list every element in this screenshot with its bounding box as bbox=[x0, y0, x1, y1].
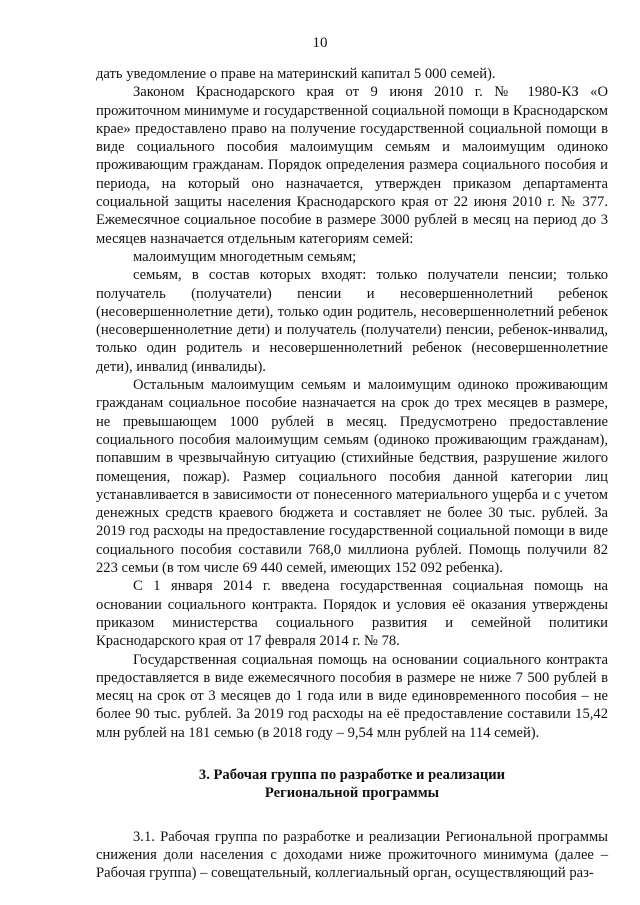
section-heading bbox=[96, 766, 608, 803]
paragraph: дать уведомление о праве на материнский капитал 5 000 семей). bbox=[96, 66, 496, 82]
paragraph: семьям, в состав которых входят: только получатели пенсии; только получатель (получатели) пенсии и несовершеннолетний ребенок (несовершеннолетние дети), только один родитель, несовершеннолетний ребенок (несовершеннолетние дети) и получатель (получатели) пенсии, ребенок-инвалид, только один родитель и несовершеннолетний ребенок (несовершеннолетние дети), инвалид (инвалиды). bbox=[96, 267, 608, 375]
page-number: 10 bbox=[312, 35, 328, 51]
paragraph: Государственная социальная помощь на основании социального контракта предоставляется в виде ежемесячного пособия в размере не ниже 7 500 рублей в месяц на срок от 3 месяцев до 1 года или в виде единовременного пособия – не более 90 тыс. рублей. За 2019 год расходы на её предоставление составили 15,42 млн рублей на 181 семью (в 2018 году – 9,54 млн рублей на 114 семей). bbox=[96, 651, 608, 741]
paragraph: малоимущим многодетным семьям; bbox=[133, 248, 357, 265]
paragraph: Остальным малоимущим семьям и малоимущим одиноко проживающим гражданам социальное пособие назначается на срок до трех месяцев в размере, не превышающем 1000 рублей в месяц. Предусмотрено предоставление социального пособия малоимущим семьям (одиноко проживающим гражданам), попавшим в чрезвычайную ситуацию (стихийные бедствия, разрушение жилого помещения, пожар). Размер социального пособия данной категории лиц устанавливается в зависимости от понесенного материального ущерба и с учетом денежных средств краевого бюджета и составляет не более 30 тыс. рублей. За 2019 год расходы на предоставление государственной социальной помощи в виде социального пособия составили 768,0 миллиона рублей. Помощь получили 82 223 семьи (в том числе 69 440 семей, имеющих 152 092 ребенка). bbox=[96, 377, 608, 577]
body-text bbox=[96, 65, 608, 882]
section-heading-line: Региональной программы bbox=[264, 785, 440, 802]
paragraph: 3.1. Рабочая группа по разработке и реализации Региональной программы снижения доли населения с доходами ниже прожиточного минимума (далее – Рабочая группа) – совещательный, коллегиальный орган, осуществляющий раз- bbox=[96, 828, 608, 882]
section-heading-line: 3. Рабочая группа по разработке и реализации bbox=[198, 766, 506, 783]
paragraph: С 1 января 2014 г. введена государственная социальная помощь на основании социального контракта. Порядок и условия её оказания утверждены приказом министерства социального развития и семейной политики Краснодарского края от 17 февраля 2014 г. № 78. bbox=[96, 578, 608, 650]
paragraph: Законом Краснодарского края от 9 июня 2010 г. № 1980-КЗ «О прожиточном минимуме и государственной социальной помощи в Краснодарском крае» предоставлено право на получение государственной социальной помощи в виде социального пособия малоимущим семьям и малоимущим одиноко проживающим гражданам. Порядок определения размера социального пособия и периода, на который оно назначается, утвержден приказом департамента социальной защиты населения Краснодарского края от 22 июня 2010 г. № 377. Ежемесячное социальное пособие в размере 3000 рублей в месяц на период до 3 месяцев назначается отдельным категориям семей: bbox=[96, 84, 608, 247]
